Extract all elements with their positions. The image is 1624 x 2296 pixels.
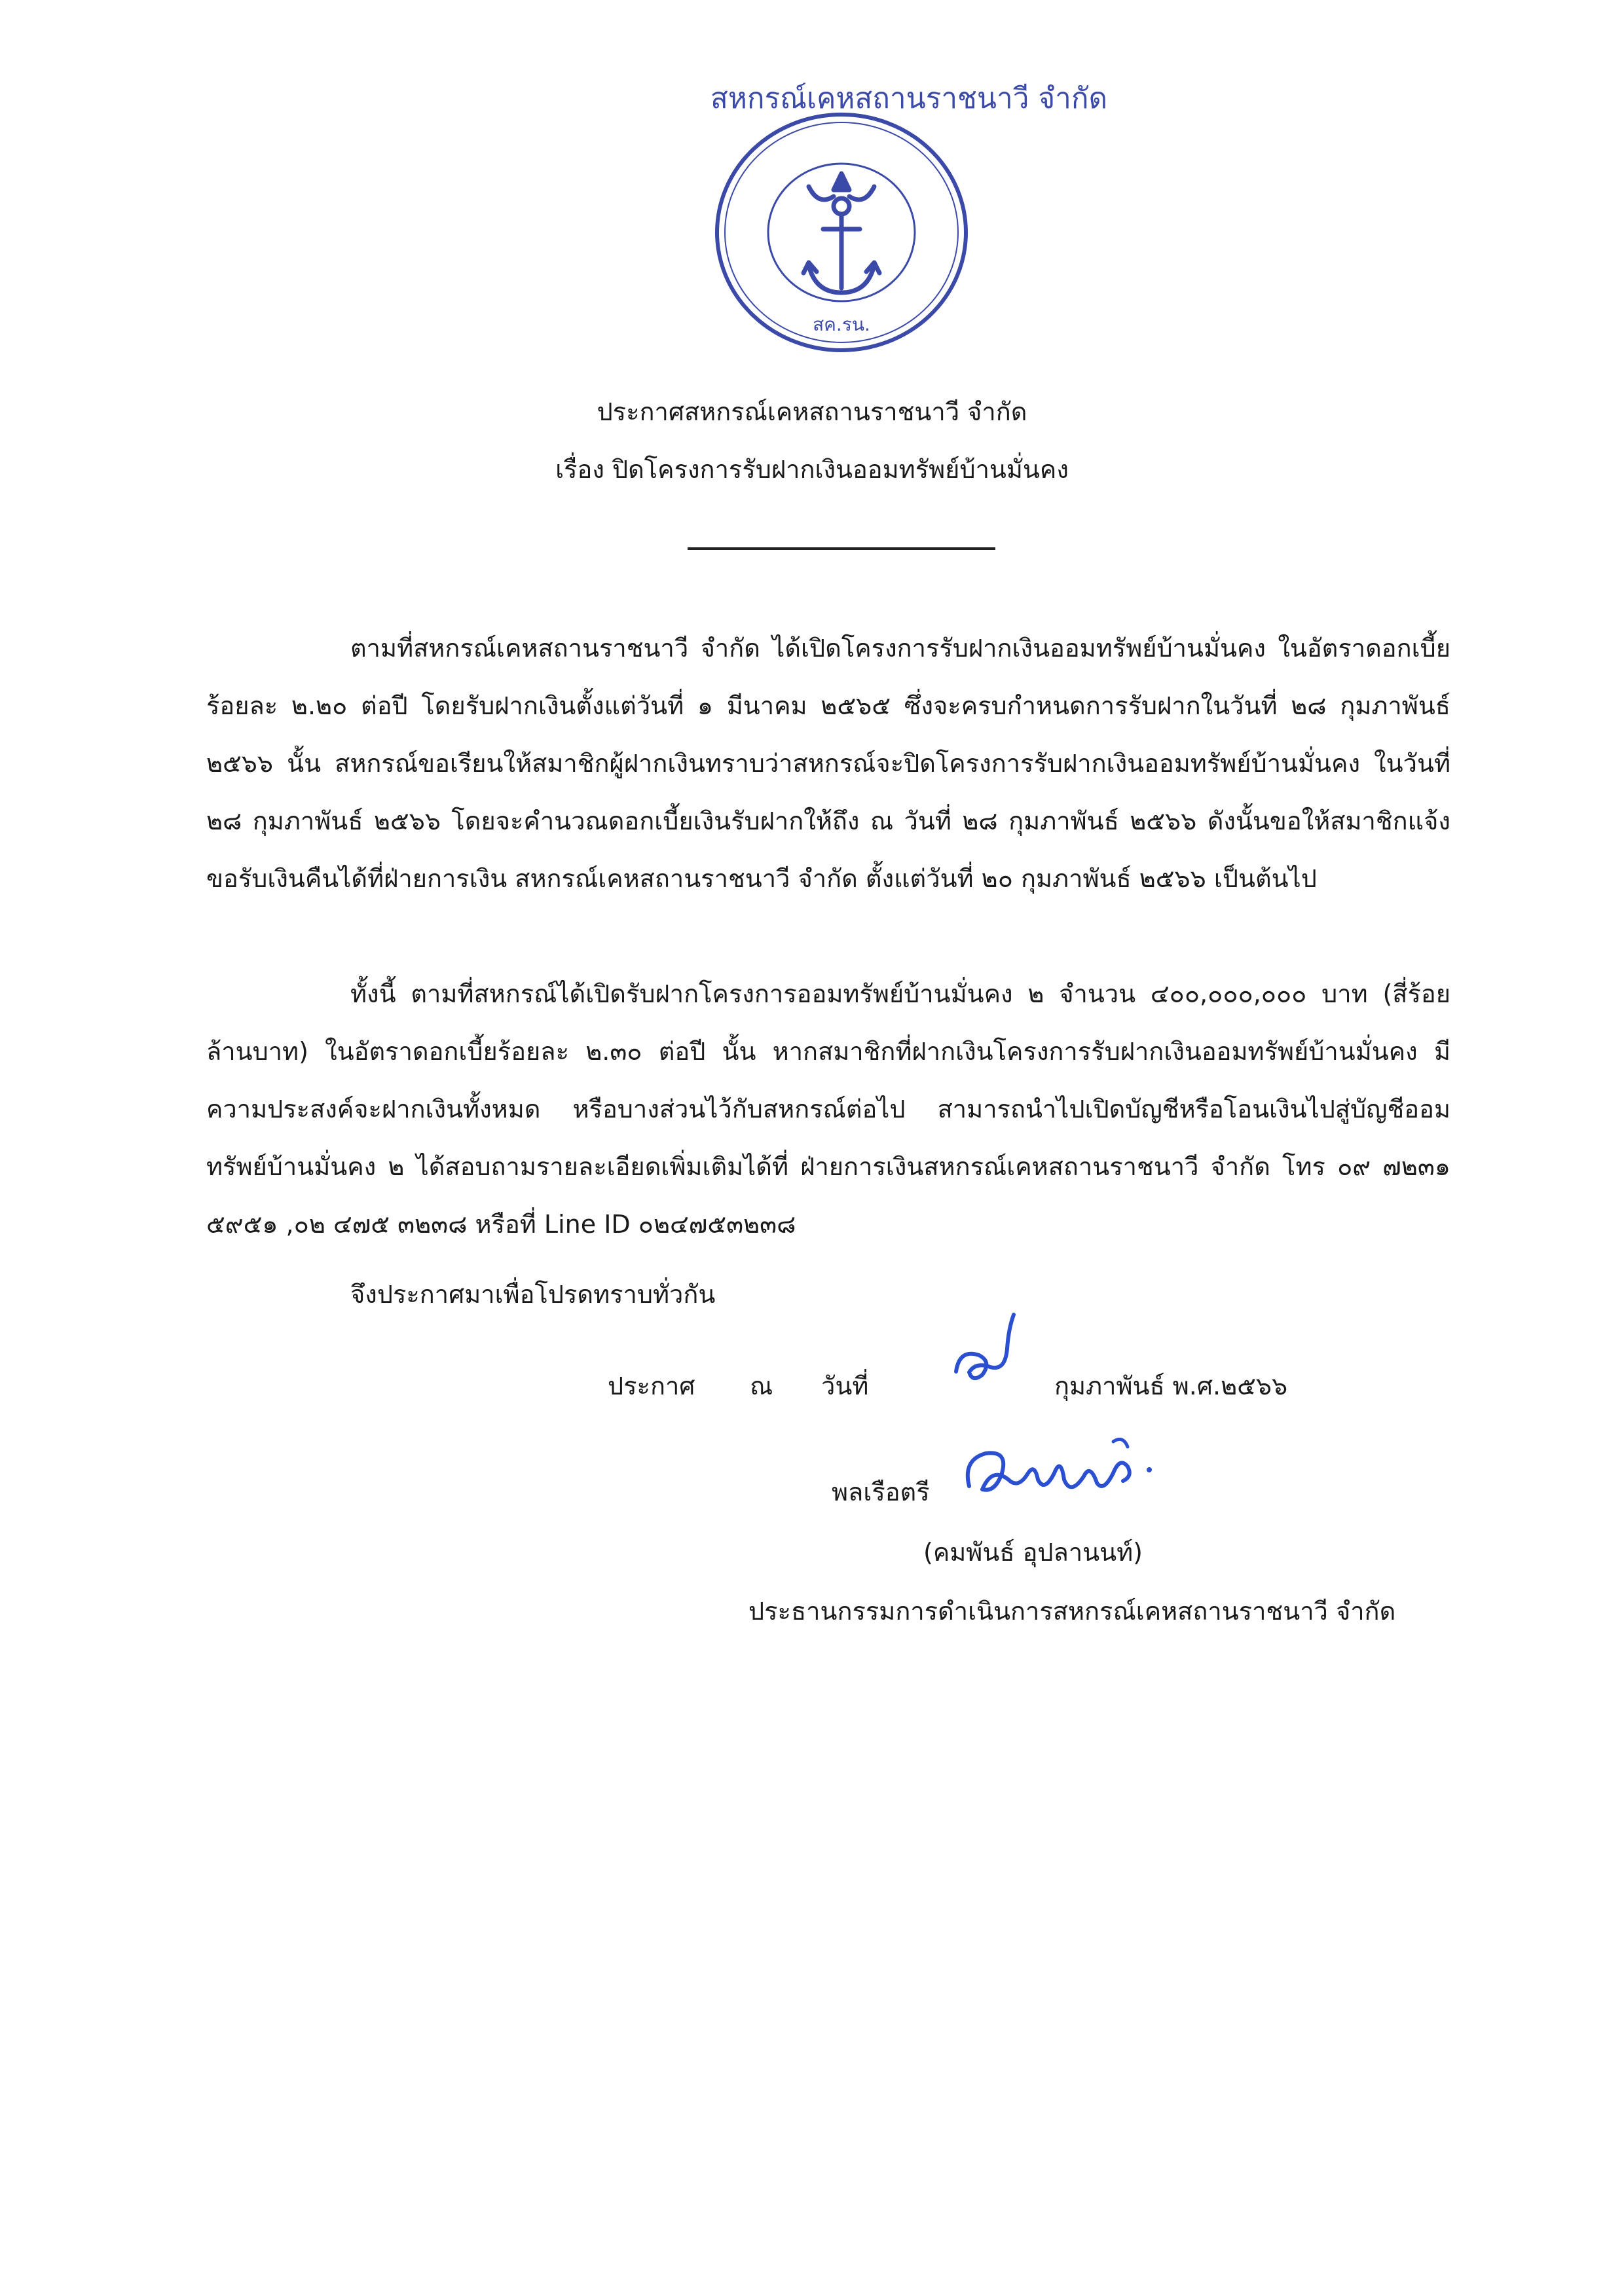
handwritten-signature	[956, 1427, 1166, 1519]
announce-word: ประกาศ	[608, 1372, 695, 1400]
handwritten-day-graphic	[936, 1309, 1035, 1394]
at-word: ณ	[750, 1372, 773, 1400]
seal-arc-text: สหกรณ์เคหสถานราชนาวี จำกัด	[710, 82, 1108, 115]
body-paragraph-1: ตามที่สหกรณ์เคหสถานราชนาวี จำกัด ได้เปิดโครงการรับฝากเงินออมทรัพย์บ้านมั่นคง ในอัตราดอกเบี้ยร้อยละ ๒.๒๐ ต่อปี โดยรับฝากเงินตั้งแต่วันที่ ๑ มีนาคม ๒๕๖๕ ซึ่งจะครบกำหนดการรับฝากในวันที่ ๒๘ กุมภาพันธ์ ๒๕๖๖ นั้น สหกรณ์ขอเรียนให้สมาชิกผู้ฝากเงินทราบว่าสหกรณ์จะปิดโครงการรับฝากเงินออมทรัพย์บ้านมั่นคง ในวันที่ ๒๘ กุมภาพันธ์ ๒๕๖๖ โดยจะคำนวณดอกเบี้ยเงินรับฝากให้ถึง ณ วันที่ ๒๘ กุมภาพันธ์ ๒๕๖๖ ดังนั้นขอให้สมาชิกแจ้งขอรับเงินคืนได้ที่ฝ่ายการเงิน สหกรณ์เคหสถานราชนาวี จำกัด ตั้งแต่วันที่ ๒๐ กุมภาพันธ์ ๒๕๖๖ เป็นต้นไป	[206, 634, 1450, 893]
handwritten-day	[936, 1309, 1035, 1394]
announcement-title: ประกาศสหกรณ์เคหสถานราชนาวี จำกัด	[597, 397, 1027, 426]
closing-line: จึงประกาศมาเพื่อโปรดทราบทั่วกัน	[350, 1280, 716, 1309]
anchor-icon	[803, 173, 879, 293]
signatory-position: ประธานกรรมการดำเนินการสหกรณ์เคหสถานราชนาวี จำกัด	[748, 1597, 1396, 1626]
announcement-subject: เรื่อง ปิดโครงการรับฝากเงินออมทรัพย์บ้านมั่นคง	[555, 455, 1069, 484]
day-word: วันที่	[821, 1372, 869, 1400]
body-paragraph-2: ทั้งนี้ ตามที่สหกรณ์ได้เปิดรับฝากโครงการออมทรัพย์บ้านมั่นคง ๒ จำนวน ๔๐๐,๐๐๐,๐๐๐ บาท (สี่ร้อยล้านบาท) ในอัตราดอกเบี้ยร้อยละ ๒.๓๐ ต่อปี นั้น หากสมาชิกที่ฝากเงินโครงการรับฝากเงินออมทรัพย์บ้านมั่นคง มีความประสงค์จะฝากเงินทั้งหมด หรือบางส่วนไว้กับสหกรณ์ต่อไป สามารถนำไปเปิดบัญชีหรือโอนเงินไปสู่บัญชีออมทรัพย์บ้านมั่นคง ๒ ได้สอบถามรายละเอียดเพิ่มเติมได้ที่ ฝ่ายการเงินสหกรณ์เคหสถานราชนาวี จำกัด โทร ๐๙ ๗๒๓๑ ๕๙๕๑ ,๐๒ ๔๗๕ ๓๒๓๘ หรือที่ Line ID ๐๒๔๗๕๓๒๓๘	[206, 979, 1450, 1239]
signatory-name: (คมพันธ์ อุปลานนท์)	[923, 1538, 1143, 1567]
signatory-rank: พลเรือตรี	[832, 1478, 930, 1506]
signature-graphic	[956, 1427, 1166, 1519]
seal-graphic	[710, 82, 1108, 357]
title-divider	[688, 547, 995, 550]
cooperative-seal	[710, 82, 1108, 357]
seal-abbrev: สค.รน.	[813, 314, 870, 335]
month-year: กุมภาพันธ์ พ.ศ.๒๕๖๖	[1054, 1372, 1288, 1400]
